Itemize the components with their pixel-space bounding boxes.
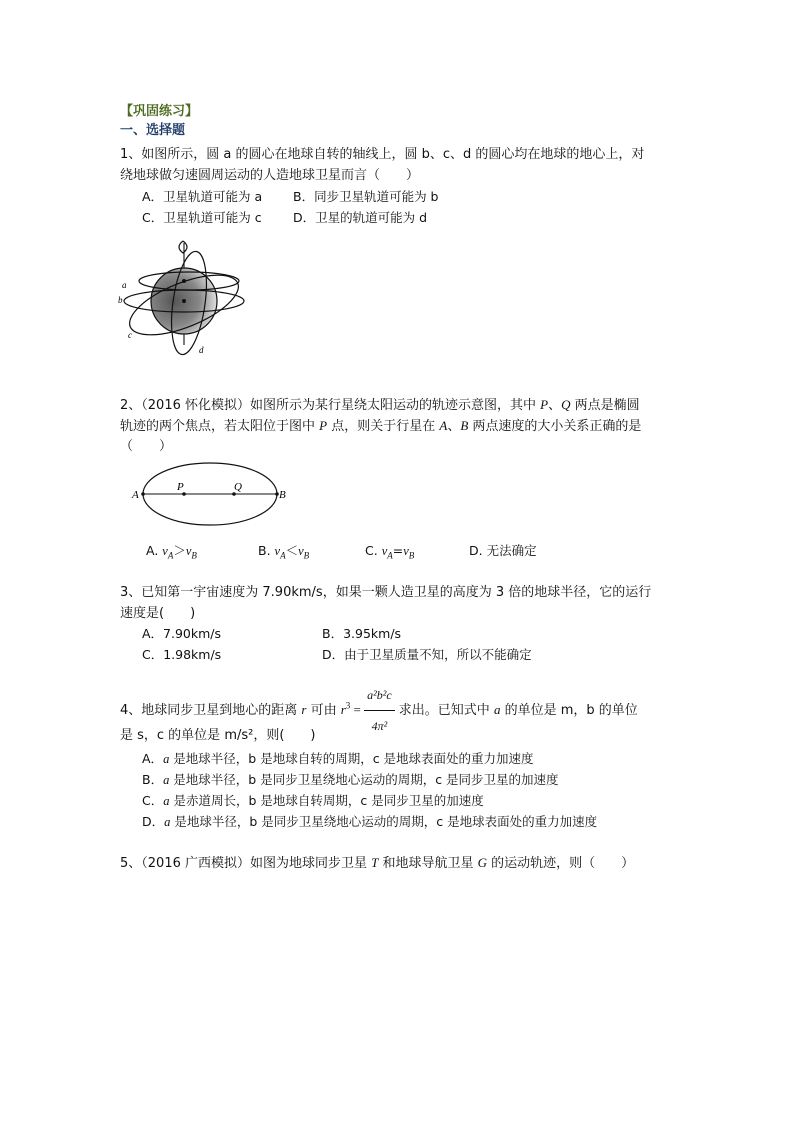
section-title: 一、选择题 [120,123,186,138]
q2-option-a: A. $v_A>v_B$ [146,543,197,561]
label-a: a [122,280,127,290]
q4-option-b: B．a 是地球半径，b 是同步卫星绕地心运动的周期，c 是同步卫星的加速度 [142,772,559,787]
q1-option-c: C．卫星轨道可能为 c [142,210,262,225]
center-a-dot [182,279,186,283]
q1-option-d: D．卫星的轨道可能为 d [293,210,428,225]
label-point-a: A [132,489,139,501]
q3-option-a: A．7.90km/s [142,626,222,641]
q5-line1: 5、（2016 广西模拟）如图为地球同步卫星 T 和地球导航卫星 G 的运动轨迹，则（ ） [120,855,635,871]
q4-formula-fraction: $\frac{\text{a²b²c}}{\text{4π²}}$ [364,680,395,741]
q1-line1: 1、如图所示，圆 a 的圆心在地球自转的轴线上，圆 b、c、d 的圆心均在地球的地心上，对 [120,147,645,162]
section-tag: 【巩固练习】 [120,104,199,119]
earth-orbits-figure [115,233,250,358]
q1-line2: 绕地球做匀速圆周运动的人造地球卫星而言（ ） [120,168,420,183]
earth-center-dot [182,299,186,303]
q2-line3: （ ） [120,439,173,454]
q3-line2: 速度是( ) [120,606,196,621]
point-a-dot [141,492,145,496]
label-b: b [118,295,123,305]
q3-option-b: B．3.95km/s [322,626,402,641]
label-c: c [128,330,132,340]
rotation-arrow-icon [179,241,187,253]
q4-line1: 4、地球同步卫星到地心的距离 r 可由 $r^3$ = $\frac{\text{a²b²c}}{\text{4π²}}$ 求出。已知式中 a 的单位是 m，b 的单位 [120,680,638,741]
q1-option-a: A．卫星轨道可能为 a [142,189,263,204]
q2-option-d: D. 无法确定 [469,543,537,558]
q4-option-d: D．a 是地球半径，b 是同步卫星绕地心运动的周期，c 是地球表面处的重力加速度 [142,814,598,829]
q4-option-a: A．a 是地球半径，b 是地球自转的周期，c 是地球表面处的重力加速度 [142,751,534,766]
q3-line1: 3、已知第一宇宙速度为 7.90km/s，如果一颗人造卫星的高度为 3 倍的地球半径，它的运行 [120,585,652,600]
q4-option-c: C．a 是赤道周长，b 是地球自转周期，c 是同步卫星的加速度 [142,793,484,808]
q1-option-b: B．同步卫星轨道可能为 b [293,189,439,204]
q3-option-c: C．1.98km/s [142,647,222,662]
label-point-b: B [279,489,286,501]
ellipse-orbit-figure [130,458,290,528]
label-d: d [199,345,204,355]
q2-option-b: B. $v_A<v_B$ [258,543,310,561]
label-focus-p: P [177,481,184,493]
q3-option-d: D．由于卫星质量不知，所以不能确定 [322,647,532,662]
q4-line2: 是 s，c 的单位是 m/s²，则( ) [120,728,316,743]
q2-option-c: C. $v_A=v_B$ [365,543,415,561]
label-focus-q: Q [234,481,242,493]
q2-line2: 轨迹的两个焦点，若太阳位于图中 P 点，则关于行星在 A、B 两点速度的大小关系正确的是 [120,418,642,434]
q2-line1: 2、（2016 怀化模拟）如图所示为某行星绕太阳运动的轨迹示意图，其中 P、Q 两点是椭圆 [120,397,640,413]
